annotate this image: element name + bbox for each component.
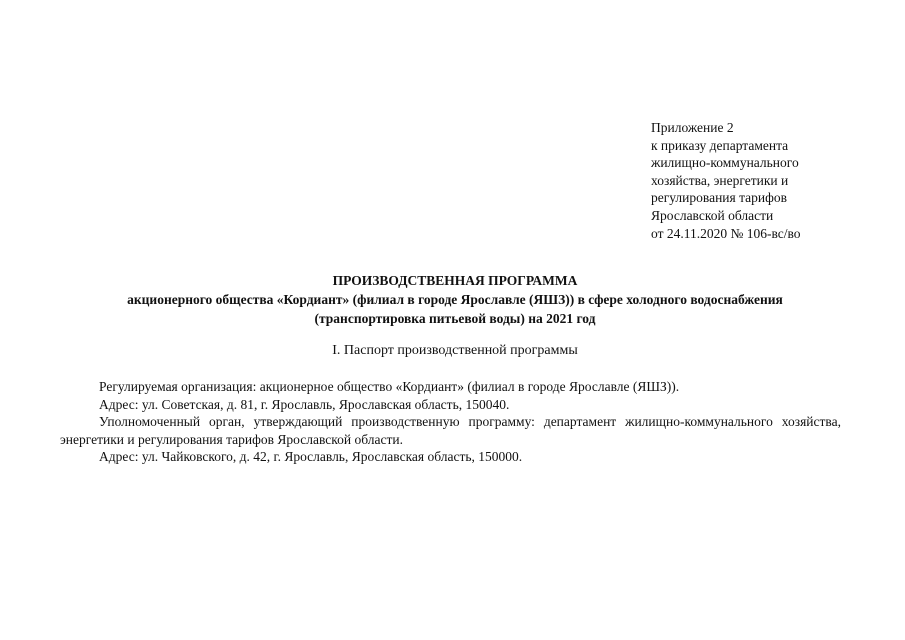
- title-line-3: (транспортировка питьевой воды) на 2021 год: [314, 311, 596, 326]
- title-line-1: ПРОИЗВОДСТВЕННАЯ ПРОГРАММА: [332, 273, 578, 288]
- appendix-line: регулирования тарифов: [651, 190, 788, 206]
- appendix-line: от 24.11.2020 № 106-вс/во: [651, 225, 801, 241]
- appendix-line: жилищно-коммунального: [651, 155, 799, 171]
- authorized-body-address: Адрес: ул. Чайковского, д. 42, г. Ярославль, Ярославская область, 150000.: [99, 449, 523, 465]
- section-heading: I. Паспорт производственной программы: [332, 343, 578, 358]
- appendix-line: Ярославской области: [651, 207, 774, 223]
- regulated-organization: Регулируемая организация: акционерное общество «Кордиант» (филиал в городе Ярославле (ЯШЗ)).: [99, 379, 680, 394]
- appendix-line: хозяйства, энергетики и: [651, 172, 789, 188]
- organization-address: Адрес: ул. Советская, д. 81, г. Ярославль, Ярославская область, 150040.: [99, 396, 510, 412]
- appendix-block: [651, 119, 801, 242]
- title-line-2: акционерного общества «Кордиант» (филиал в городе Ярославле (ЯШЗ)) в сфере холодного водоснабжения: [127, 292, 783, 307]
- appendix-line: Приложение 2: [651, 120, 734, 135]
- passport-body: [60, 378, 841, 466]
- appendix-line: к приказу департамента: [651, 137, 789, 153]
- document-title: [60, 271, 850, 328]
- authorized-body: Уполномоченный орган, утверждающий производственную программу: департамент жилищно-коммунального хозяйства, энергетики и регулирования тарифов Ярославской области.: [60, 414, 841, 447]
